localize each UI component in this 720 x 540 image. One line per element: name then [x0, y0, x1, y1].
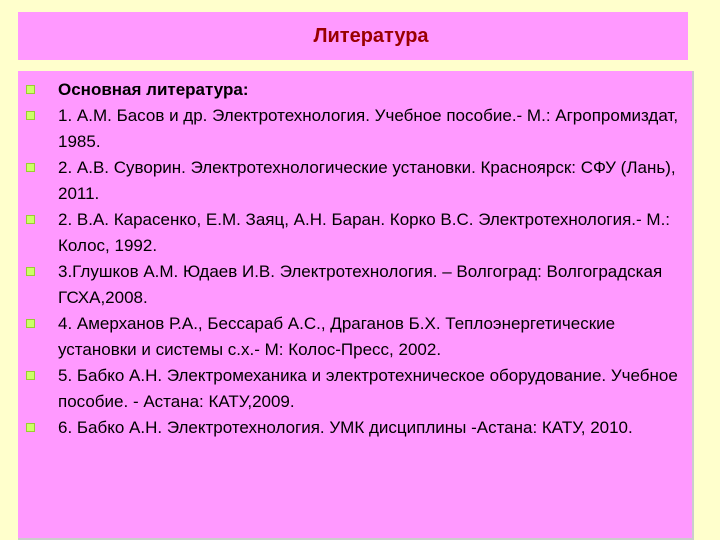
- square-bullet-icon: [26, 267, 35, 276]
- list-item: 4. Амерханов Р.А., Бессараб А.С., Драганов Б.Х. Теплоэнергетические установки и системы с.х.- М: Колос-Пресс, 2002.: [26, 311, 690, 363]
- list-item: 2. В.А. Карасенко, Е.М. Заяц, А.Н. Баран. Корко В.С. Электротехнология.- М.: Колос, 1992.: [26, 207, 690, 259]
- slide-title: Литература: [313, 24, 429, 47]
- list-item: 5. Бабко А.Н. Электромеханика и электротехническое оборудование. Учебное пособие. - Астана: КАТУ,2009.: [26, 363, 690, 415]
- square-bullet-icon: [26, 215, 35, 224]
- list-item: 3.Глушков А.М. Юдаев И.В. Электротехнология. – Волгоград: Волгоградская ГСХА,2008.: [26, 259, 690, 311]
- list-heading: Основная литература:: [26, 77, 690, 103]
- square-bullet-icon: [26, 423, 35, 432]
- square-bullet-icon: [26, 85, 35, 94]
- square-bullet-icon: [26, 111, 35, 120]
- literature-list: [26, 77, 690, 441]
- list-item: 6. Бабко А.Н. Электротехнология. УМК дисциплины -Астана: КАТУ, 2010.: [26, 415, 690, 441]
- content-panel: [18, 71, 694, 540]
- square-bullet-icon: [26, 319, 35, 328]
- square-bullet-icon: [26, 163, 35, 172]
- list-item: 1. А.М. Басов и др. Электротехнология. Учебное пособие.- М.: Агропромиздат, 1985.: [26, 103, 690, 155]
- list-item: 2. А.В. Суворин. Электротехнологические установки. Красноярск: СФУ (Лань), 2011.: [26, 155, 690, 207]
- title-panel: [18, 12, 688, 60]
- square-bullet-icon: [26, 371, 35, 380]
